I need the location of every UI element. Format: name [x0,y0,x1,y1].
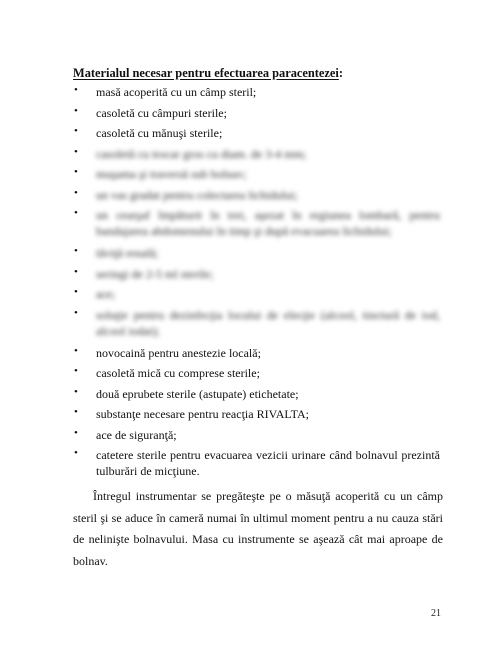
list-item-text: casoletă mică cu comprese sterile; [96,366,260,380]
list-item-text: casoletă cu câmpuri sterile; [96,105,227,120]
bullet-icon: • [74,125,78,137]
list-item-text: două eprubete sterile (astupate) etichetate; [96,386,299,401]
list-item [0,284,500,305]
heading-colon: : [338,66,343,80]
list-item [0,164,500,185]
bullet-icon: • [74,406,78,418]
list-item-text: casoletă cu mănuşi sterile; [96,126,223,140]
bullet-icon: • [74,104,78,117]
page-number: 21 [431,608,441,619]
list-item [0,103,500,124]
list-item-text: un cearşaf împăturit în trei, aşezat în regiunea lombară, pentru bandajarea abdomenului în timp şi după evacuarea lichidului; [96,208,440,238]
list-item [0,82,500,103]
materials-list [0,82,500,483]
list-item [0,404,500,425]
section-heading-text: Materialul necesar pentru efectuarea paracentezei [73,66,339,80]
list-item [0,445,500,483]
bullet-icon: • [74,365,78,377]
bullet-icon: • [74,145,78,158]
list-item-text: tăviţă renală; [96,246,159,260]
list-item [0,363,500,384]
list-item-text: novocaină pentru anestezie locală; [96,345,261,360]
list-item [0,343,500,364]
bullet-icon: • [74,385,78,398]
bullet-icon: • [74,207,78,219]
body-paragraph [73,486,443,572]
list-item [0,305,500,343]
list-item [0,264,500,285]
list-item [0,123,500,144]
bullet-icon: • [74,186,78,199]
list-item [0,144,500,165]
list-item [0,185,500,206]
bullet-icon: • [74,426,78,439]
list-item-text: catetere sterile pentru evacuarea vezicii urinare când bolnavul prezintă tulburări de micţiune. [96,448,440,478]
list-item-text: ace; [96,287,116,301]
list-item-text: ace de siguranţă; [96,427,177,442]
list-item-text: seringi de 2-5 ml sterile; [96,266,214,281]
bullet-icon: • [74,306,78,319]
list-item-text: masă acoperită cu un câmp steril; [96,85,257,99]
list-item [0,425,500,446]
bullet-icon: • [74,447,78,459]
list-item-text: soluţie pentru dezinfecţia locului de elecţie (alcool, tinctură de iod, alcool iodat); [96,307,440,338]
bullet-icon: • [74,245,78,257]
list-item-text: muşama şi traversă sub bolnav; [96,167,247,181]
bullet-icon: • [74,265,78,278]
section-heading [73,66,343,81]
bullet-icon: • [74,344,78,357]
list-item-text: casoletă cu trocar gros cu diam. de 3-4 mm; [96,146,307,161]
bullet-icon: • [74,286,78,298]
list-item [0,384,500,405]
bullet-icon: • [74,166,78,178]
paragraph-text: Întregul instrumentar se pregăteşte pe o măsuţă acoperită cu un câmp steril şi se aduce în cameră numai în ultimul moment pentru a nu cauza stări de nelinişte bolnavului. Masa cu instrumente se aşează cât mai aproape de bolnav. [73,489,443,568]
list-item [0,243,500,264]
bullet-icon: • [74,84,78,96]
list-item-text: un vas gradat pentru colectarea lichidului; [96,187,298,202]
list-item-text: substanţe necesare pentru reacţia RIVALTA; [96,407,309,421]
list-item [0,205,500,243]
